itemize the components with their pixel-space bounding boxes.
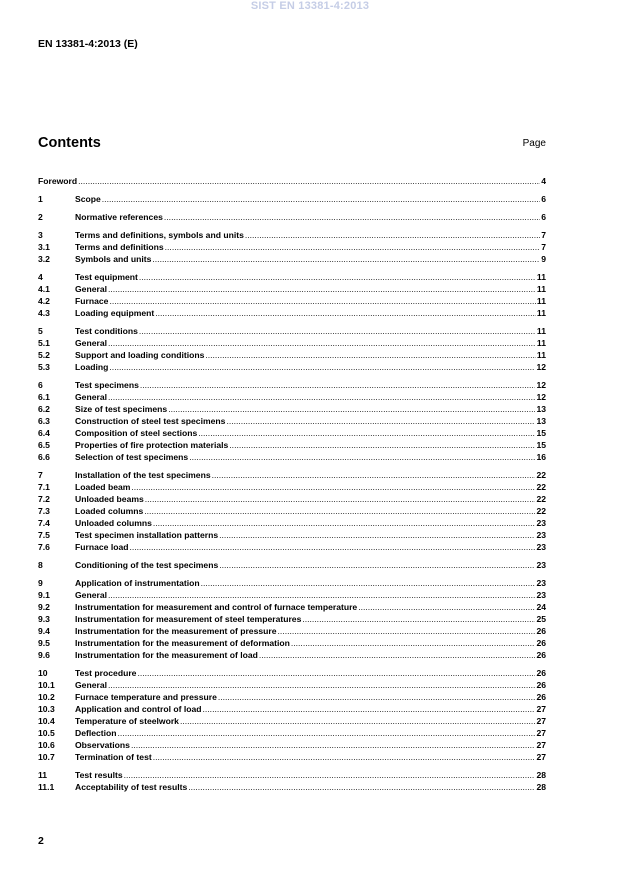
toc-leader-dots xyxy=(108,391,535,403)
toc-entry[interactable] xyxy=(38,307,546,319)
toc-entry-title: Loaded columns xyxy=(75,506,144,516)
toc-entry[interactable] xyxy=(38,175,546,187)
toc-leader-dots xyxy=(131,739,536,751)
toc-entry-number: 4.3 xyxy=(38,308,50,318)
toc-entry-title: Instrumentation for the measurement of load xyxy=(75,650,258,660)
toc-entry-page: 4 xyxy=(541,176,546,186)
toc-entry[interactable] xyxy=(38,529,546,541)
toc-entry-title: Support and loading conditions xyxy=(75,350,205,360)
toc-entry-page: 11 xyxy=(536,284,546,294)
toc-entry-page: 25 xyxy=(536,614,546,624)
toc-entry-page: 12 xyxy=(536,392,546,402)
toc-leader-dots xyxy=(219,559,535,571)
toc-entry-title: Conditioning of the test specimens xyxy=(75,560,219,570)
toc-entry-number: 5.1 xyxy=(38,338,50,348)
toc-entry-page: 15 xyxy=(536,440,546,450)
toc-entry-page: 11 xyxy=(536,350,546,360)
toc-entry[interactable] xyxy=(38,667,546,679)
toc-entry-title: Unloaded beams xyxy=(75,494,144,504)
toc-entry-number: 7.1 xyxy=(38,482,50,492)
toc-entry-page: 24 xyxy=(536,602,546,612)
toc-entry-page: 6 xyxy=(541,212,546,222)
toc-leader-dots xyxy=(137,667,535,679)
toc-entry-number: 7.4 xyxy=(38,518,50,528)
toc-entry-number: 7.2 xyxy=(38,494,50,504)
toc-entry-title: Test equipment xyxy=(75,272,138,282)
toc-entry-title: Construction of steel test specimens xyxy=(75,416,226,426)
toc-entry[interactable] xyxy=(38,391,546,403)
toc-entry-page: 27 xyxy=(536,716,546,726)
toc-leader-dots xyxy=(278,625,536,637)
toc-leader-dots xyxy=(108,679,535,691)
toc-entry[interactable] xyxy=(38,403,546,415)
toc-leader-dots xyxy=(198,427,535,439)
toc-leader-dots xyxy=(358,601,535,613)
toc-entry-number: 11 xyxy=(38,770,48,780)
toc-leader-dots xyxy=(229,439,535,451)
toc-entry-number: 10.4 xyxy=(38,716,55,726)
toc-leader-dots xyxy=(140,379,536,391)
toc-entry-page: 12 xyxy=(536,380,546,390)
page-column-label: Page xyxy=(522,138,546,149)
toc-entry-number: 7 xyxy=(38,470,43,480)
toc-entry-title: Instrumentation for the measurement of pressure xyxy=(75,626,277,636)
toc-entry-number: 5.2 xyxy=(38,350,50,360)
table-of-contents xyxy=(38,175,546,793)
toc-leader-dots xyxy=(124,769,536,781)
toc-entry-number: 3 xyxy=(38,230,43,240)
toc-entry[interactable] xyxy=(38,541,546,553)
toc-entry-title: Normative references xyxy=(75,212,163,222)
toc-entry-number: 4 xyxy=(38,272,43,282)
toc-entry-title: Terms and definitions, symbols and units xyxy=(75,230,244,240)
toc-entry-number: 6.5 xyxy=(38,440,50,450)
toc-entry-page: 12 xyxy=(536,362,546,372)
toc-entry-page: 23 xyxy=(536,590,546,600)
toc-entry-number: 6.2 xyxy=(38,404,50,414)
toc-entry-title: Scope xyxy=(75,194,101,204)
toc-entry-number: 6 xyxy=(38,380,43,390)
page-number: 2 xyxy=(38,835,44,847)
toc-entry-page: 28 xyxy=(536,782,546,792)
toc-entry-number: 11.1 xyxy=(38,782,55,792)
toc-leader-dots xyxy=(145,493,536,505)
toc-entry-page: 27 xyxy=(536,704,546,714)
toc-entry[interactable] xyxy=(38,253,546,265)
toc-entry[interactable] xyxy=(38,283,546,295)
toc-leader-dots xyxy=(108,337,536,349)
toc-entry[interactable] xyxy=(38,691,546,703)
toc-entry-title: Temperature of steelwork xyxy=(75,716,179,726)
toc-leader-dots xyxy=(108,283,536,295)
toc-entry[interactable] xyxy=(38,589,546,601)
toc-entry-page: 23 xyxy=(536,542,546,552)
toc-entry-page: 23 xyxy=(536,578,546,588)
toc-entry[interactable] xyxy=(38,295,546,307)
toc-entry[interactable] xyxy=(38,559,546,571)
toc-entry[interactable] xyxy=(38,241,546,253)
toc-leader-dots xyxy=(203,703,536,715)
toc-entry-number: 7.5 xyxy=(38,530,50,540)
toc-entry-page: 22 xyxy=(536,470,546,480)
toc-entry-page: 28 xyxy=(536,770,546,780)
toc-leader-dots xyxy=(129,541,535,553)
toc-entry-title: Loaded beam xyxy=(75,482,131,492)
toc-entry[interactable] xyxy=(38,625,546,637)
toc-leader-dots xyxy=(108,589,535,601)
toc-entry-title: Application and control of load xyxy=(75,704,202,714)
toc-leader-dots xyxy=(109,295,535,307)
toc-entry-number: 7.6 xyxy=(38,542,50,552)
toc-entry[interactable] xyxy=(38,451,546,463)
toc-entry[interactable] xyxy=(38,649,546,661)
toc-entry-title: Composition of steel sections xyxy=(75,428,198,438)
toc-leader-dots xyxy=(218,691,536,703)
toc-entry[interactable] xyxy=(38,637,546,649)
toc-leader-dots xyxy=(165,241,541,253)
toc-leader-dots xyxy=(155,307,536,319)
toc-leader-dots xyxy=(168,403,535,415)
toc-entry[interactable] xyxy=(38,361,546,373)
toc-entry-page: 26 xyxy=(536,668,546,678)
toc-entry[interactable] xyxy=(38,715,546,727)
toc-entry[interactable] xyxy=(38,751,546,763)
toc-entry[interactable] xyxy=(38,493,546,505)
toc-leader-dots xyxy=(153,751,536,763)
toc-leader-dots xyxy=(139,271,536,283)
toc-entry-title: General xyxy=(75,338,108,348)
toc-entry-page: 26 xyxy=(536,638,546,648)
toc-entry[interactable] xyxy=(38,781,546,793)
toc-entry[interactable] xyxy=(38,505,546,517)
toc-entry[interactable] xyxy=(38,469,546,481)
toc-entry-page: 11 xyxy=(536,308,546,318)
toc-leader-dots xyxy=(144,505,535,517)
toc-entry[interactable] xyxy=(38,727,546,739)
toc-leader-dots xyxy=(188,781,535,793)
toc-entry-number: 6.6 xyxy=(38,452,50,462)
toc-entry-page: 22 xyxy=(536,482,546,492)
toc-entry-page: 27 xyxy=(536,752,546,762)
toc-entry-number: 10.6 xyxy=(38,740,55,750)
toc-leader-dots xyxy=(212,469,536,481)
toc-entry[interactable] xyxy=(38,577,546,589)
toc-entry-number: 10.5 xyxy=(38,728,55,738)
toc-entry[interactable] xyxy=(38,481,546,493)
toc-entry[interactable] xyxy=(38,601,546,613)
toc-leader-dots xyxy=(205,349,536,361)
toc-entry-page: 22 xyxy=(536,506,546,516)
toc-entry-number: 10 xyxy=(38,668,48,678)
toc-entry-title: Test conditions xyxy=(75,326,138,336)
toc-entry[interactable] xyxy=(38,769,546,781)
toc-entry-number: 4.1 xyxy=(38,284,50,294)
toc-entry-page: 13 xyxy=(536,404,546,414)
toc-entry-number: 3.1 xyxy=(38,242,50,252)
toc-entry[interactable] xyxy=(38,229,546,241)
toc-entry-number: 6.3 xyxy=(38,416,50,426)
toc-entry-number: 9.2 xyxy=(38,602,50,612)
toc-entry-number: 5.3 xyxy=(38,362,50,372)
toc-entry-page: 26 xyxy=(536,692,546,702)
toc-leader-dots xyxy=(219,529,535,541)
toc-leader-dots xyxy=(152,253,540,265)
toc-entry-title: Furnace load xyxy=(75,542,129,552)
toc-entry[interactable] xyxy=(38,337,546,349)
toc-entry[interactable] xyxy=(38,427,546,439)
toc-entry-number: 2 xyxy=(38,212,43,222)
toc-leader-dots xyxy=(109,361,535,373)
toc-entry[interactable] xyxy=(38,415,546,427)
toc-entry[interactable] xyxy=(38,517,546,529)
toc-entry[interactable] xyxy=(38,271,546,283)
toc-entry-number: 9.4 xyxy=(38,626,50,636)
toc-entry[interactable] xyxy=(38,703,546,715)
toc-leader-dots xyxy=(302,613,535,625)
toc-leader-dots xyxy=(180,715,535,727)
toc-leader-dots xyxy=(139,325,536,337)
toc-entry-number: 3.2 xyxy=(38,254,50,264)
toc-entry-number: 9 xyxy=(38,578,43,588)
toc-entry-title: Loading xyxy=(75,362,109,372)
toc-leader-dots xyxy=(189,451,535,463)
toc-entry-page: 26 xyxy=(536,650,546,660)
toc-entry-page: 16 xyxy=(536,452,546,462)
toc-entry-page: 27 xyxy=(536,728,546,738)
toc-entry-page: 23 xyxy=(536,560,546,570)
toc-entry-title: General xyxy=(75,284,108,294)
toc-leader-dots xyxy=(102,193,540,205)
toc-entry-number: 8 xyxy=(38,560,43,570)
toc-entry-title: Application of instrumentation xyxy=(75,578,200,588)
toc-entry-number: 7.3 xyxy=(38,506,50,516)
toc-entry-title: Terms and definitions xyxy=(75,242,164,252)
toc-entry-page: 6 xyxy=(541,194,546,204)
toc-entry[interactable] xyxy=(38,325,546,337)
toc-entry-number: 10.7 xyxy=(38,752,55,762)
toc-entry-title: Symbols and units xyxy=(75,254,152,264)
toc-entry-page: 23 xyxy=(536,530,546,540)
toc-entry-title: Loading equipment xyxy=(75,308,155,318)
toc-entry-title: Size of test specimens xyxy=(75,404,168,414)
toc-entry-title: Selection of test specimens xyxy=(75,452,189,462)
toc-entry-page: 23 xyxy=(536,518,546,528)
toc-entry-page: 26 xyxy=(536,626,546,636)
toc-entry-number: 9.1 xyxy=(38,590,50,600)
toc-entry-number: 9.3 xyxy=(38,614,50,624)
toc-entry-number: 1 xyxy=(38,194,43,204)
toc-entry-title: Deflection xyxy=(75,728,117,738)
toc-entry-title: Foreword xyxy=(38,176,78,186)
toc-entry-page: 27 xyxy=(536,740,546,750)
toc-entry-title: Test specimen installation patterns xyxy=(75,530,219,540)
contents-title: Contents xyxy=(38,135,101,151)
toc-entry-number: 9.6 xyxy=(38,650,50,660)
toc-entry-page: 7 xyxy=(541,242,546,252)
toc-entry-number: 6.4 xyxy=(38,428,50,438)
toc-leader-dots xyxy=(201,577,536,589)
toc-leader-dots xyxy=(153,517,536,529)
toc-entry-title: Furnace temperature and pressure xyxy=(75,692,217,702)
toc-leader-dots xyxy=(226,415,535,427)
toc-entry[interactable] xyxy=(38,379,546,391)
toc-entry[interactable] xyxy=(38,349,546,361)
toc-entry-title: Termination of test xyxy=(75,752,152,762)
toc-entry-title: Observations xyxy=(75,740,130,750)
toc-entry-title: Instrumentation for the measurement of deformation xyxy=(75,638,290,648)
toc-entry-title: General xyxy=(75,590,108,600)
toc-entry-page: 7 xyxy=(541,230,546,240)
document-id: EN 13381-4:2013 (E) xyxy=(38,38,138,50)
toc-leader-dots xyxy=(259,649,536,661)
toc-entry-title: Properties of fire protection materials xyxy=(75,440,229,450)
watermark: SIST EN 13381-4:2013 xyxy=(250,0,370,12)
toc-entry-title: Instrumentation for measurement and control of furnace temperature xyxy=(75,602,358,612)
toc-entry-title: Test results xyxy=(75,770,123,780)
toc-leader-dots xyxy=(131,481,535,493)
toc-entry-number: 10.2 xyxy=(38,692,55,702)
toc-entry-page: 11 xyxy=(536,272,546,282)
toc-entry-number: 6.1 xyxy=(38,392,50,402)
toc-entry-page: 22 xyxy=(536,494,546,504)
toc-entry-number: 10.3 xyxy=(38,704,55,714)
toc-entry[interactable] xyxy=(38,439,546,451)
toc-entry-title: Furnace xyxy=(75,296,109,306)
toc-entry-page: 26 xyxy=(536,680,546,690)
toc-entry[interactable] xyxy=(38,679,546,691)
toc-entry-number: 9.5 xyxy=(38,638,50,648)
toc-entry-number: 4.2 xyxy=(38,296,50,306)
toc-entry-title: Test procedure xyxy=(75,668,137,678)
toc-entry-title: Instrumentation for measurement of steel temperatures xyxy=(75,614,302,624)
toc-entry-page: 11 xyxy=(536,326,546,336)
toc-entry-title: Acceptability of test results xyxy=(75,782,188,792)
toc-leader-dots xyxy=(118,727,536,739)
toc-leader-dots xyxy=(164,211,540,223)
toc-entry-page: 15 xyxy=(536,428,546,438)
toc-entry-number: 5 xyxy=(38,326,43,336)
toc-leader-dots xyxy=(78,175,540,187)
toc-entry[interactable] xyxy=(38,613,546,625)
toc-entry-page: 9 xyxy=(541,254,546,264)
toc-entry-page: 11 xyxy=(536,338,546,348)
toc-entry-title: General xyxy=(75,392,108,402)
toc-entry-title: General xyxy=(75,680,108,690)
toc-entry-title: Unloaded columns xyxy=(75,518,152,528)
toc-entry-title: Installation of the test specimens xyxy=(75,470,211,480)
toc-entry-page: 11 xyxy=(536,296,546,306)
toc-entry[interactable] xyxy=(38,211,546,223)
toc-leader-dots xyxy=(245,229,540,241)
toc-entry-page: 13 xyxy=(536,416,546,426)
toc-entry-title: Test specimens xyxy=(75,380,139,390)
toc-leader-dots xyxy=(291,637,536,649)
toc-entry-number: 10.1 xyxy=(38,680,55,690)
toc-entry[interactable] xyxy=(38,193,546,205)
toc-entry[interactable] xyxy=(38,739,546,751)
